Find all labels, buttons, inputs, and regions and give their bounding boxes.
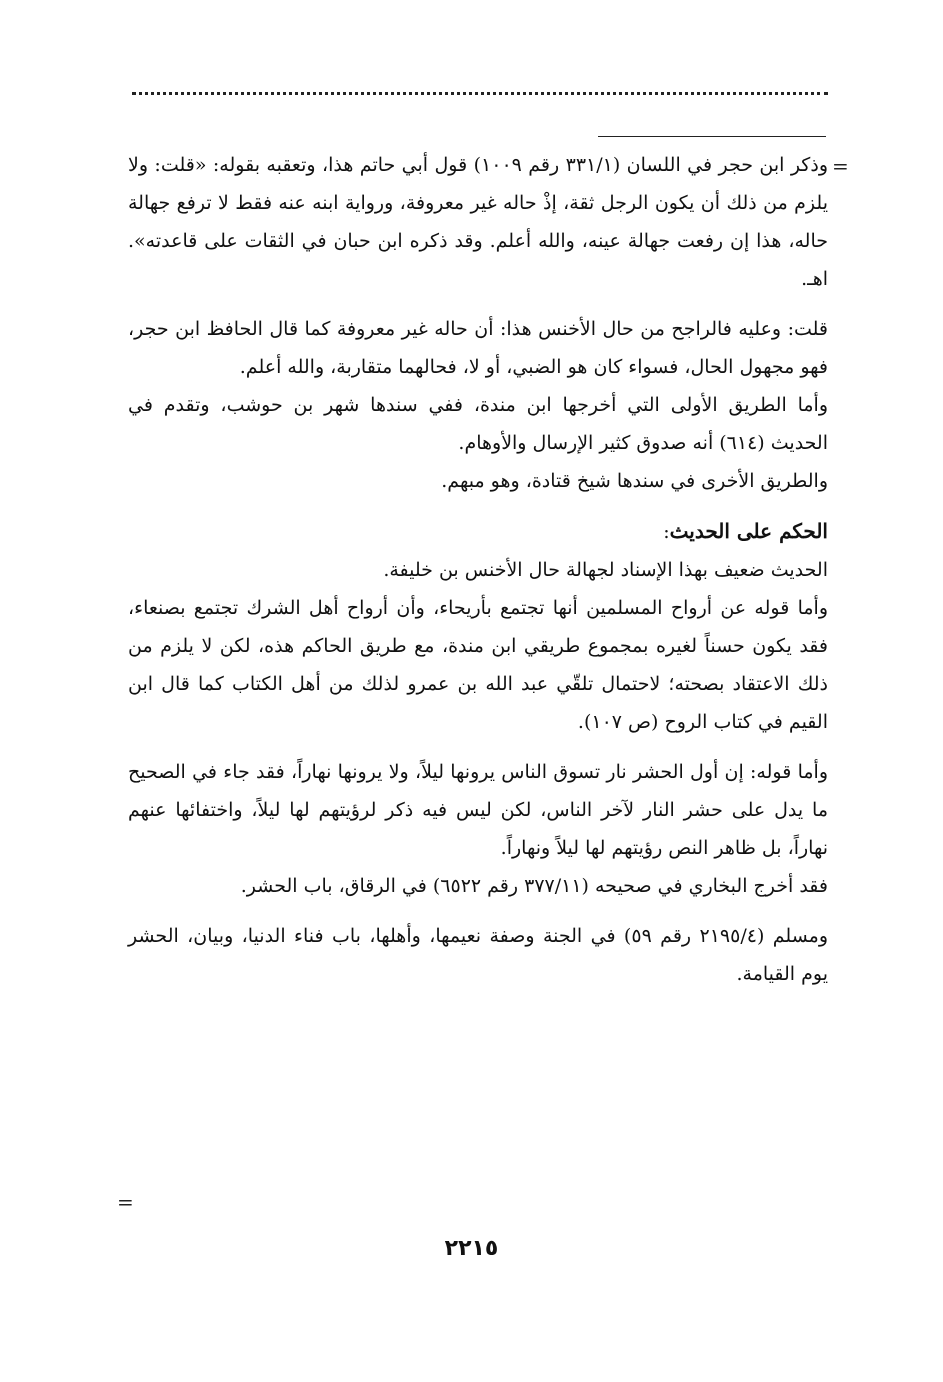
heading-text: الحكم على الحديث: [669, 519, 828, 543]
paragraph-muslim: ومسلم (٢١٩٥/٤ رقم ٥٩) في الجنة وصفة نعيمها، وأهلها، باب فناء الدنيا، وبيان، الحشر يوم القيامة.: [128, 925, 828, 985]
page-number: ٢٢١٥: [444, 1236, 499, 1261]
paragraph-ibn-hajar: وذكر ابن حجر في اللسان (٣٣١/١ رقم ١٠٠٩) قول أبي حاتم هذا، وتعقبه بقوله: «قلت: ولا يلزم من ذلك أن يكون الرجل ثقة، إذْ حاله غير معروفة، ورواية ابنه عنه فقط لا ترفع جهالة حاله، هذا إن رفعت جهالة عينه، والله أعلم. وقد ذكره ابن حبان في الثقات على قاعدته». اهـ.: [128, 154, 828, 290]
continuation-mark-bottom: =: [117, 1190, 134, 1214]
dotted-separator: [132, 92, 828, 109]
heading-colon: :: [663, 521, 670, 543]
paragraph-bukhari: فقد أخرج البخاري في صحيحه (٣٧٧/١١ رقم ٦٥٢٢) في الرقاق، باب الحشر.: [240, 875, 828, 897]
footnote-body: [128, 146, 828, 993]
section-heading: [128, 512, 828, 551]
paragraph-hashr: وأما قوله: إن أول الحشر نار تسوق الناس يرونها ليلاً، ولا يرونها نهاراً، فقد جاء في الصحيح ما يدل على حشر النار لآخر الناس، لكن ليس فيه ذكر لرؤيتهم لها ليلاً، واختفائها عنهم نهاراً، بل ظاهر النص رؤيتهم لها ليلاً ونهاراً.: [128, 761, 828, 859]
continuation-mark-top: =: [832, 154, 849, 178]
paragraph-rajih: قلت: وعليه فالراجح من حال الأخنس هذا: أن حاله غير معروفة كما قال الحافظ ابن حجر، فهو مجهول الحال، فسواء كان هو الضبي، أو لا، فحالهما متقاربة، والله أعلم.: [128, 318, 828, 378]
paragraph-judgment: الحديث ضعيف بهذا الإسناد لجهالة حال الأخنس بن خليفة.: [383, 559, 828, 581]
paragraph-first-route: وأما الطريق الأولى التي أخرجها ابن مندة، ففي سندها شهر بن حوشب، وتقدم في الحديث (٦١٤) أنه صدوق كثير الإرسال والأوهام.: [128, 394, 828, 454]
paragraph-second-route: والطريق الأخرى في سندها شيخ قتادة، وهو مبهم.: [441, 470, 828, 492]
footnote-rule: [598, 136, 826, 137]
paragraph-souls: وأما قوله عن أرواح المسلمين أنها تجتمع بأريحاء، وأن أرواح أهل الشرك تجتمع بصنعاء، فقد يكون حسناً لغيره بمجموع طريقي ابن مندة، مع طريق الحاكم هذه، لكن لا يلزم من ذلك الاعتقاد بصحته؛ لاحتمال تلقّي عبد الله بن عمرو لذلك من أهل الكتاب كما قال ابن القيم في كتاب الروح (ص ١٠٧).: [128, 597, 828, 733]
